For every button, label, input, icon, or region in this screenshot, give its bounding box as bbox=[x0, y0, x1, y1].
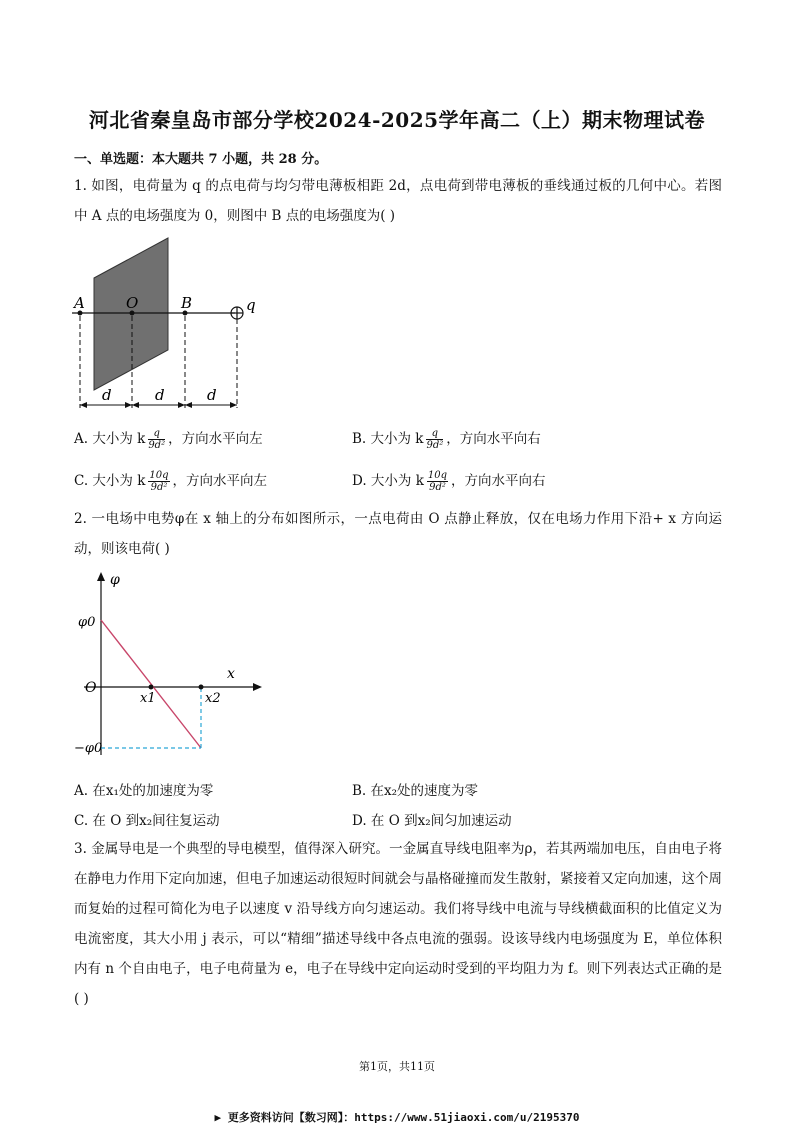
label-b: B bbox=[181, 294, 193, 312]
q1-option-b[interactable]: B. 大小为 k $\frac{q}{\text{9d²}}$ ，方向水平向右 bbox=[352, 428, 541, 451]
q2-option-c[interactable]: C. 在 O 到x₂间往复运动 bbox=[74, 813, 220, 829]
potential-line bbox=[101, 620, 201, 748]
q1-option-a[interactable]: A. 大小为 k $\frac{q}{\text{9d²}}$ ，方向水平向左 bbox=[74, 428, 263, 451]
question-3-text: 3. 金属导电是一个典型的导电模型，值得深入研究。一金属直导线电阻率为ρ，若其两端加电压，自由电子将在静电力作用下定向加速，但电子加速运动很短时间就会与晶格碰撞而发生散射，紧接着又定向加速，这个周而复始的过程可简化为电子以速度 v 沿导线方向匀速运动。我们将导线中电流与导线横截面积的比值定义为电流密度，其大小用 j 表示，可以“精细”描述导线中各点电流的强弱。设该导线内电场强度为 E，单位体积内有 n 个自由电子，电子电荷量为 e，电子在导线中定向运动时受到的平均阻力为 f。则下列表达式正确的是( ) bbox=[74, 841, 722, 1007]
x1-label: x1 bbox=[140, 691, 156, 706]
y-axis-label: φ bbox=[110, 572, 120, 588]
q2-option-d[interactable]: D. 在 O 到x₂间匀加速运动 bbox=[352, 813, 512, 829]
x-axis-label: x bbox=[227, 666, 235, 682]
label-d2: d bbox=[155, 386, 165, 404]
q1-option-c[interactable]: C. 大小为 k $\frac{10q}{\text{9d²}}$ ，方向水平向左 bbox=[74, 470, 268, 493]
question-1-text: 1. 如图，电荷量为 q 的点电荷与均匀带电薄板相距 2d，点电荷到带电薄板的垂线通过板的几何中心。若图中 A 点的电场强度为 0，则图中 B 点的电场强度为( ) bbox=[74, 178, 722, 224]
q1-option-d[interactable]: D. 大小为 k $\frac{10q}{\text{9d²}}$ ，方向水平向右 bbox=[352, 470, 546, 493]
question-2-text: 2. 一电场中电势φ在 x 轴上的分布如图所示，一点电荷由 O 点静止释放，仅在电场力作用下沿+ x 方向运动，则该电荷( ) bbox=[74, 511, 722, 557]
neg-phi0-label: −φ0 bbox=[74, 741, 103, 756]
q2-potential-graph bbox=[74, 570, 274, 760]
q2-option-a[interactable]: A. 在x₁处的加速度为零 bbox=[74, 783, 214, 799]
q1-diagram bbox=[60, 230, 280, 420]
label-d3: d bbox=[207, 386, 217, 404]
footer-link[interactable]: ▶ 更多资料访问【数习网】：https://www.51jiaoxi.com/u/2195370 bbox=[214, 1111, 580, 1124]
phi0-label: φ0 bbox=[78, 615, 96, 630]
page-title: 河北省秦皇岛市部分学校2024-2025学年高二（上）期末物理试卷 bbox=[88, 108, 706, 132]
label-o: O bbox=[126, 294, 139, 312]
section-heading: 一、单选题：本大题共 7 小题，共 28 分。 bbox=[74, 152, 328, 167]
x2-label: x2 bbox=[205, 691, 221, 706]
label-a: A bbox=[74, 294, 85, 312]
origin-label: O bbox=[85, 680, 97, 696]
label-q: q bbox=[246, 296, 256, 314]
label-d1: d bbox=[102, 386, 112, 404]
q2-option-b[interactable]: B. 在x₂处的速度为零 bbox=[352, 783, 479, 799]
page-number: 第1页，共11页 bbox=[359, 1060, 435, 1073]
